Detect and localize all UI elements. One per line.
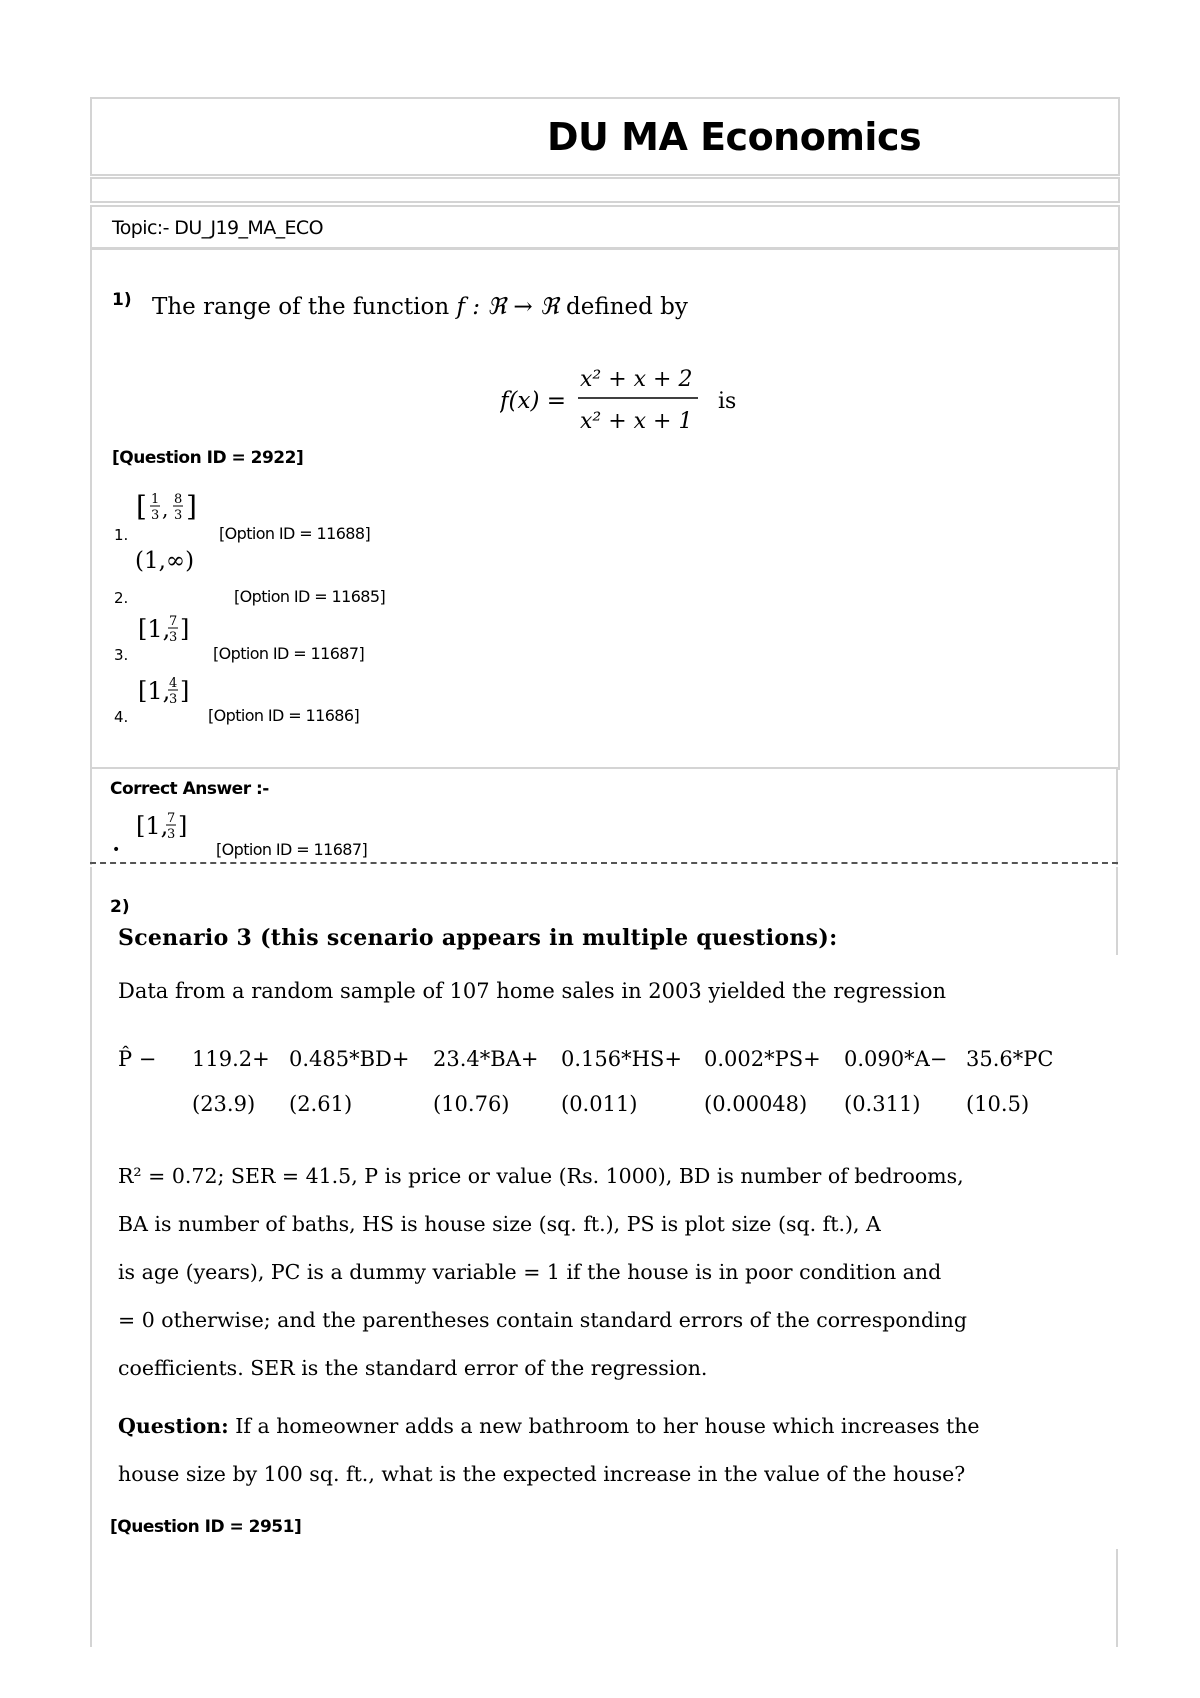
correct-answer-label: Correct Answer :- <box>110 779 269 799</box>
topic-box <box>90 205 1120 249</box>
option-3-math <box>138 610 198 650</box>
regression-term: 0.156*HS+ <box>561 1047 682 1071</box>
question-1-number: 1) <box>112 290 132 310</box>
option-4-number: 4. <box>114 708 129 726</box>
question-2-id: [Question ID = 2951] <box>110 1517 302 1537</box>
regression-term: 0.090*A− <box>844 1047 948 1071</box>
option-3-number: 3. <box>114 646 129 664</box>
question-line: house size by 100 sq. ft., what is the expected increase in the value of the house? <box>118 1462 966 1486</box>
svg-text:]: ] <box>178 812 188 840</box>
standard-error: (0.011) <box>561 1092 638 1116</box>
svg-text:3: 3 <box>169 630 178 645</box>
left-border <box>90 767 92 865</box>
option-4-math <box>138 672 198 712</box>
svg-text:3: 3 <box>151 508 160 523</box>
question-1-id: [Question ID = 2922] <box>112 448 304 468</box>
exam-page <box>90 97 1118 1647</box>
formula-suffix: is <box>718 389 737 414</box>
svg-text:]: ] <box>180 615 190 643</box>
standard-error: (10.5) <box>966 1092 1030 1116</box>
svg-text:4: 4 <box>169 676 178 691</box>
svg-text:,: , <box>162 497 169 521</box>
svg-text:1: 1 <box>151 492 160 507</box>
stem-text: The range of the function <box>152 294 450 320</box>
option-1-number: 1. <box>114 526 129 544</box>
svg-text:7: 7 <box>167 811 176 826</box>
question-1-box <box>90 248 1120 770</box>
title-box <box>90 97 1120 176</box>
formula-lhs: f(x) = <box>500 388 567 414</box>
svg-text:[1,: [1, <box>136 812 169 840</box>
question-2-text <box>118 1414 988 1438</box>
stem-mapping: f : ℜ → ℜ <box>456 294 559 320</box>
option-2-id: [Option ID = 11685] <box>234 587 386 606</box>
standard-error: (10.76) <box>433 1092 510 1116</box>
svg-text:7: 7 <box>169 614 178 629</box>
formula-numerator: x² + x + 2 <box>580 367 693 392</box>
definition-line: is age (years), PC is a dummy variable = 1 if the house is in poor condition and <box>118 1260 942 1284</box>
option-1-id: [Option ID = 11688] <box>219 524 371 543</box>
svg-text:3: 3 <box>167 827 176 842</box>
right-border <box>1116 767 1118 865</box>
option-3-id: [Option ID = 11687] <box>213 644 365 663</box>
correct-answer-math <box>136 807 196 847</box>
option-2-number: 2. <box>114 589 129 607</box>
standard-error: (0.311) <box>844 1092 921 1116</box>
page-title: DU MA Economics <box>547 115 922 159</box>
svg-text:]: ] <box>186 490 197 523</box>
regression-term: P̂ − <box>118 1047 157 1071</box>
definition-line: = 0 otherwise; and the parentheses contain standard errors of the corresponding <box>118 1308 967 1332</box>
answer-divider <box>90 767 1116 769</box>
regression-term: 0.002*PS+ <box>704 1047 821 1071</box>
q2-left-border <box>90 867 92 1647</box>
regression-term: 23.4*BA+ <box>433 1047 539 1071</box>
definition-line: BA is number of baths, HS is house size (sq. ft.), PS is plot size (sq. ft.), A <box>118 1212 881 1236</box>
svg-text:]: ] <box>180 677 190 705</box>
question-1-formula <box>500 362 760 442</box>
svg-text:[1,: [1, <box>138 677 171 705</box>
stem-tail: defined by <box>566 294 688 320</box>
formula-denominator: x² + x + 1 <box>580 409 693 434</box>
q2-right-border-top <box>1116 867 1118 955</box>
question-line: If a homeowner adds a new bathroom to her house which increases the <box>235 1414 980 1438</box>
q2-right-border-bottom <box>1116 1549 1118 1647</box>
question-separator <box>90 862 1118 864</box>
scenario-heading: Scenario 3 (this scenario appears in multiple questions): <box>118 925 838 951</box>
svg-text:[: [ <box>136 490 147 523</box>
regression-term: 119.2+ <box>192 1047 270 1071</box>
svg-text:3: 3 <box>169 692 178 707</box>
correct-answer-bullet: • <box>112 842 121 858</box>
correct-answer-id: [Option ID = 11687] <box>216 840 368 859</box>
standard-error: (23.9) <box>192 1092 256 1116</box>
option-1-math <box>136 488 206 528</box>
regression-term: 35.6*PC <box>966 1047 1054 1071</box>
option-4-id: [Option ID = 11686] <box>208 706 360 725</box>
question-label: Question: <box>118 1414 229 1438</box>
regression-term: 0.485*BD+ <box>289 1047 410 1071</box>
scenario-data-line: Data from a random sample of 107 home sales in 2003 yielded the regression <box>118 979 947 1003</box>
spacer-box <box>90 177 1120 203</box>
definition-line: R² = 0.72; SER = 41.5, P is price or value (Rs. 1000), BD is number of bedrooms, <box>118 1164 964 1188</box>
question-1-stem <box>152 294 688 320</box>
svg-text:8: 8 <box>174 492 183 507</box>
definition-line: coefficients. SER is the standard error of the regression. <box>118 1356 708 1380</box>
question-2-number: 2) <box>110 897 130 917</box>
standard-error: (2.61) <box>289 1092 353 1116</box>
svg-text:3: 3 <box>174 508 183 523</box>
standard-error: (0.00048) <box>704 1092 808 1116</box>
svg-text:[1,: [1, <box>138 615 171 643</box>
topic-label: Topic:- DU_J19_MA_ECO <box>112 217 323 239</box>
option-2-math: (1,∞) <box>135 548 195 574</box>
